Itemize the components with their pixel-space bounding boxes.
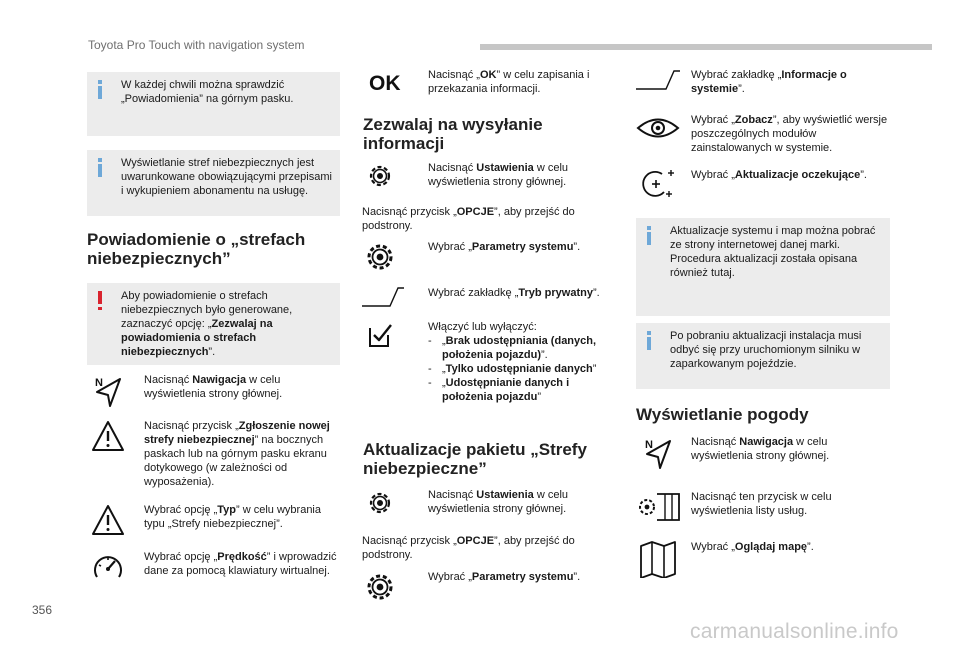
step-settings [360, 161, 615, 201]
info-box-download-updates [636, 218, 890, 316]
step-text: Wybrać „Aktualizacje oczekujące”. [691, 169, 867, 181]
info-icon [98, 80, 102, 99]
step-text: Wybrać opcję „Typ” w celu wybrania typu „Strefy niebezpiecznej”. [144, 504, 321, 530]
toggle-option: - „Brak udostępniania (danych, położenia pojazdu)”. [428, 334, 614, 362]
ok-icon-label: OK [369, 72, 401, 94]
info-text: W każdej chwili można sprawdzić „Powiadomienia” na górnym pasku. [121, 79, 294, 105]
step-settings-2 [360, 488, 615, 528]
section-heading-weather: Wyświetlanie pogody [636, 405, 809, 424]
page-number: 356 [32, 603, 53, 617]
step-text: Nacisnąć „OK” w celu zapisania i przekazania informacji. [428, 69, 590, 95]
step-navigation-weather [634, 435, 894, 475]
info-box-danger-zones [87, 150, 340, 216]
navigation-icon-label: N [645, 439, 653, 451]
gears-icon [360, 240, 400, 280]
gear-icon [360, 488, 400, 528]
navigation-icon-label: N [95, 377, 103, 389]
step-text: Wybrać „Parametry systemu”. [428, 241, 581, 253]
info-text: Po pobraniu aktualizacji instalacja musi odbyć się przy uruchomionym silniku w zaparkowanym pojeździe. [670, 330, 862, 370]
warning-text: Aby powiadomienie o strefach niebezpiecznych było generowane, zaznaczyć opcję: „ [121, 290, 293, 330]
checkbox-icon [360, 320, 400, 360]
step-text: Nacisnąć Ustawienia w celu wyświetlenia strony głównej. [428, 162, 569, 188]
header-bar [480, 44, 932, 50]
pending-updates-icon [634, 168, 682, 208]
toggle-option: - „Tylko udostępnianie danych” [428, 362, 614, 376]
info-box-notifications [87, 72, 340, 136]
map-icon [634, 540, 682, 580]
step-view-versions [634, 113, 894, 157]
step-ok [360, 68, 615, 108]
step-text: Wybrać zakładkę „Tryb prywatny”. [428, 287, 600, 299]
options-text: Nacisnąć przycisk „OPCJE”, aby przejść do podstrony. [362, 535, 575, 561]
tab-icon [634, 68, 682, 108]
step-toggle-sharing [360, 320, 615, 410]
step-view-map [634, 540, 894, 584]
watermark: carmanualsonline.info [690, 620, 899, 643]
running-header: Toyota Pro Touch with navigation system [88, 38, 305, 52]
step-text: Wybrać „Parametry systemu”. [428, 571, 581, 583]
info-icon [647, 331, 651, 350]
gears-icon [360, 570, 400, 610]
step-speed [88, 550, 344, 596]
step-text: Nacisnąć Ustawienia w celu wyświetlenia strony głównej. [428, 489, 569, 515]
step-text: Wybrać „Zobacz”, aby wyświetlić wersje poszczególnych modułów zainstalowanych w systemie. [691, 114, 888, 154]
section-heading-allow-sending: Zezwalaj na wysyłanie informacji [363, 115, 543, 153]
navigation-icon [88, 373, 128, 413]
section-heading-updates: Aktualizacje pakietu „Strefy niebezpieczne” [363, 440, 587, 478]
section-heading-danger-notification: Powiadomienie o „strefach niebezpiecznych” [87, 230, 306, 268]
toggle-intro: Włączyć lub wyłączyć: [428, 321, 537, 333]
step-text: Nacisnąć przycisk „Zgłoszenie nowej strefy niebezpiecznej” na bocznych paskach lub na górnym pasku ekranu dotykowego (w zależności od wyposażenia). [144, 420, 330, 488]
step-text: Wybrać opcję „Prędkość” i wprowadzić dane za pomocą klawiatury wirtualnej. [144, 551, 337, 577]
step-report-zone [88, 419, 344, 491]
warning-box [87, 283, 340, 365]
step-text: Nacisnąć Nawigacja w celu wyświetlenia strony głównej. [691, 436, 830, 462]
warning-triangle-icon [88, 419, 128, 459]
warning-triangle-icon [88, 503, 128, 543]
navigation-icon [634, 435, 682, 475]
step-text: Nacisnąć Nawigacja w celu wyświetlenia strony głównej. [144, 374, 283, 400]
step-navigation [88, 373, 344, 413]
info-text: Aktualizacje systemu i map można pobrać ze strony internetowej danej marki. Procedura aktualizacji została opisana również tutaj. [670, 225, 876, 279]
step-pending-updates [634, 168, 894, 204]
step-text [428, 320, 614, 404]
step-private-mode [360, 286, 615, 316]
ok-icon [360, 68, 416, 108]
options-text: Nacisnąć przycisk „OPCJE”, aby przejść do podstrony. [362, 206, 575, 232]
step-text: Wybrać „Oglądaj mapę”. [691, 541, 814, 553]
gear-icon [360, 161, 400, 201]
toggle-option: - „Udostępnianie danych i położenia pojazdu” [428, 376, 614, 404]
info-text: Wyświetlanie stref niebezpiecznych jest uwarunkowane obowiązującymi przepisami i wykupieniem abonamentu na usługę. [121, 157, 332, 197]
step-text: Wybrać zakładkę „Informacje o systemie”. [691, 69, 847, 95]
warning-option: Zezwalaj na powiadomienia o strefach niebezpiecznych [121, 318, 273, 358]
speedometer-icon [88, 550, 128, 590]
services-icon [634, 490, 682, 530]
step-text: Nacisnąć ten przycisk w celu wyświetlenia listy usług. [691, 491, 832, 517]
step-services-list [634, 490, 894, 530]
info-icon [647, 226, 651, 245]
info-box-install-updates [636, 323, 890, 389]
toggle-options [428, 334, 614, 404]
info-icon [98, 158, 102, 177]
step-type [88, 503, 344, 543]
warning-text-end: ”. [208, 346, 216, 358]
step-system-info-tab [634, 68, 894, 104]
step-system-parameters [360, 240, 615, 280]
warning-icon [98, 291, 102, 310]
eye-icon [634, 113, 682, 153]
step-system-parameters-2 [360, 570, 615, 610]
